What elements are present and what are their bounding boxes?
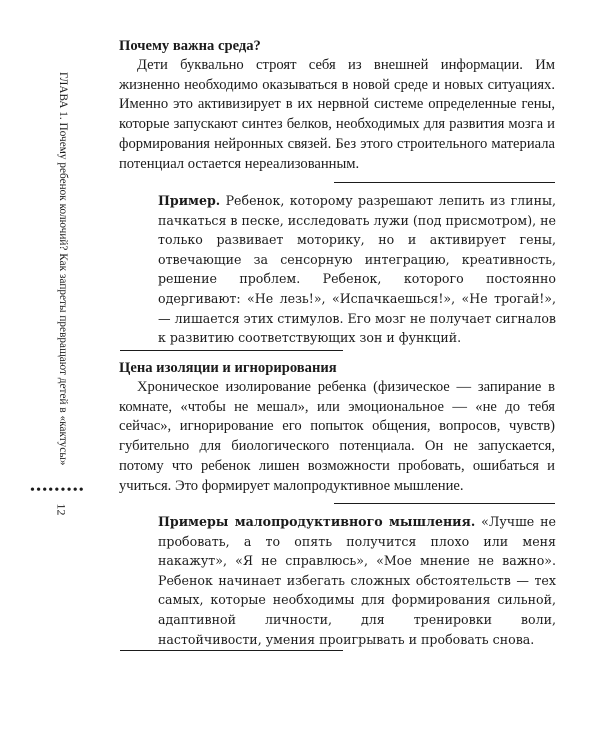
running-header — [56, 72, 70, 482]
section-heading: Цена изоляции и игнорирования — [119, 360, 337, 376]
section-paragraph: Дети буквально строят себя из внешней информации. Им жизненно необходимо оказываться в новой среде и новых ситуациях. Именно это активизирует в их нервной системе определенные гены, которые запускают синтез белков, необходимых для развития мозга и формирования нейронных связей. Без этого строительного материала потенциал остается нереализованным. — [119, 57, 555, 172]
page-number: 12 — [54, 503, 69, 516]
divider-rule — [334, 503, 555, 504]
example-label: Пример. — [158, 193, 221, 208]
section-paragraph: Хроническое изолирование ребенка (физическое — запирание в комнате, «чтобы не мешал», или эмоциональное — «не до тебя сейчас», игнорирование его попыток общения, вопросов, чувств) губительно для биологического потенциала. Он не запускается, потому что ребенок лишен возможности пробовать, ошибаться и учиться. Это формирует малопродуктивное мышление. — [119, 379, 555, 494]
divider-rule — [334, 182, 555, 183]
example-text: Ребенок, которому разрешают лепить из глины, пачкаться в песке, исследовать лужи (под присмотром), не только развивает моторику, но и активирует гены, отвечающие за сенсорную интеграцию, креативность, решение проблем. Ребенок, которого постоянно одергивают: «Не лезь!», «Испачкаешься!», «Не трогай!», — лишается этих стимулов. Его мозг не получает сигналов к развитию соответствующих зон и функций. — [158, 193, 556, 346]
example-box — [158, 512, 556, 649]
page-marker-dots: ••••••••• — [30, 483, 85, 498]
section-heading: Почему важна среда? — [119, 38, 261, 54]
section-environment — [119, 36, 555, 174]
example-text: «Лучше не пробовать, а то опять получится плохо или меня накажут», «Я не справлюсь», «Мое мнение не важно». Ребенок начинает избегать сложных обстоятельств — тех самых, которые необходимы для формирования сильной, адаптивной личности, для тренировки воли, настойчивости, умения проигрывать и пробовать снова. — [158, 514, 556, 647]
divider-rule — [120, 350, 343, 351]
example-box — [158, 191, 556, 348]
example-label: Примеры малопродуктивного мышления. — [158, 514, 476, 529]
running-header-text: ГЛАВА 1. Почему ребенок колючий? Как запреты превращают детей в «кактусы» — [57, 72, 69, 466]
section-isolation — [119, 358, 555, 496]
divider-rule — [120, 650, 343, 651]
